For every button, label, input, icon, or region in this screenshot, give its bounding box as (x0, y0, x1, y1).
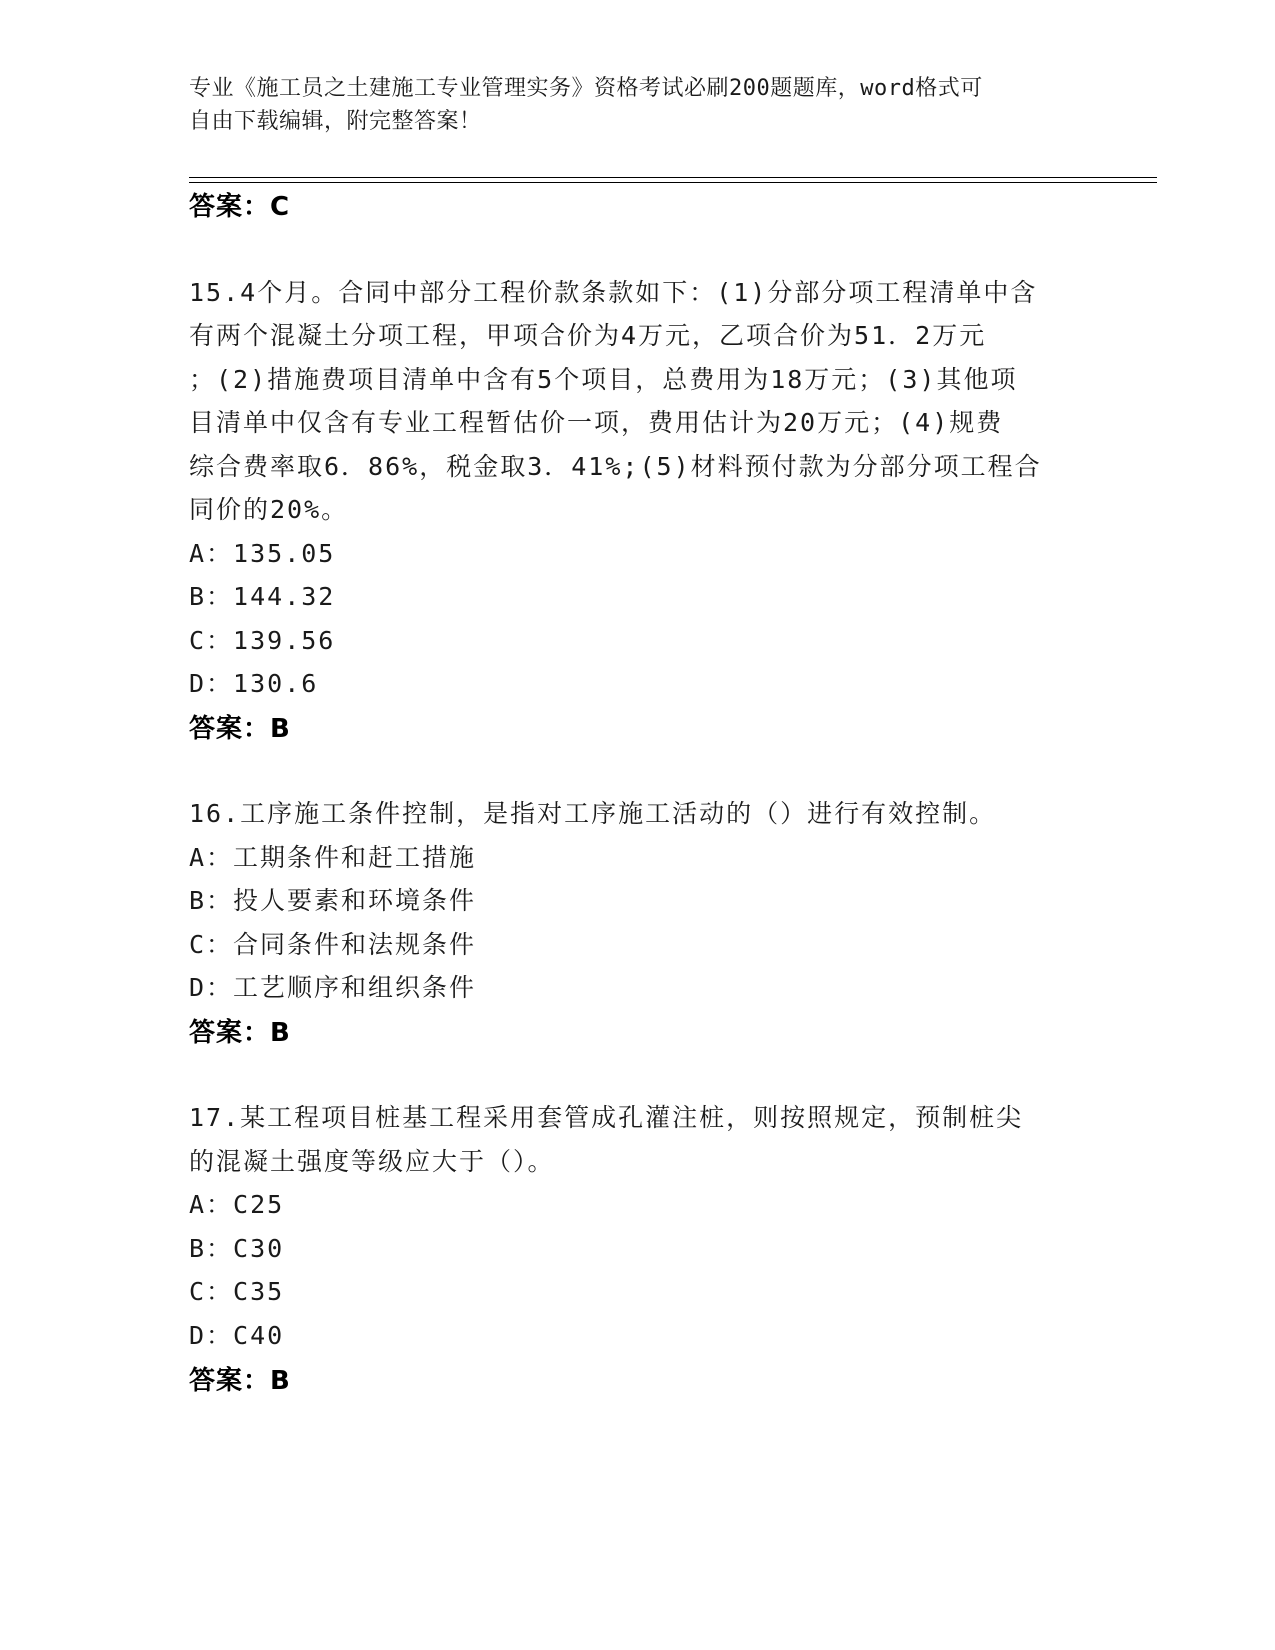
option-a: A：工期条件和赶工措施 (189, 843, 477, 872)
option-b: B：144.32 (189, 582, 336, 611)
header-divider-top (189, 177, 1157, 178)
question-stem-line: 15.4个月。合同中部分工程价款条款如下：(1)分部分项工程清单中含 (189, 278, 1038, 307)
option-a: A：C25 (189, 1190, 285, 1219)
previous-answer: 答案：C (189, 192, 291, 222)
document-header (189, 72, 1069, 138)
question-stem-line: 有两个混凝土分项工程，甲项合价为4万元，乙项合价为51．2万元 (189, 321, 987, 350)
option-b: B：C30 (189, 1234, 285, 1263)
question-stem-line: 综合费率取6．86%，税金取3．41%;(5)材料预付款为分部分项工程合 (189, 452, 1042, 481)
question-stem-line: 同价的20%。 (189, 495, 349, 524)
header-line-2: 自由下载编辑，附完整答案！ (189, 109, 482, 134)
answer: 答案：B (189, 1366, 291, 1396)
question-stem-line: ；(2)措施费项目清单中含有5个项目，总费用为18万元；(3)其他项 (189, 365, 1018, 394)
option-c: C：C35 (189, 1277, 285, 1306)
answer: 答案：B (189, 714, 291, 744)
answer: 答案：B (189, 1018, 291, 1048)
option-c: C：合同条件和法规条件 (189, 930, 477, 959)
header-line-1: 专业《施工员之土建施工专业管理实务》资格考试必刷200题题库，word格式可 (189, 76, 983, 101)
option-d: D：C40 (189, 1321, 285, 1350)
option-a: A：135.05 (189, 539, 336, 568)
option-d: D：工艺顺序和组织条件 (189, 973, 477, 1002)
header-divider-bottom (189, 182, 1157, 183)
question-stem-line: 16.工序施工条件控制，是指对工序施工活动的（）进行有效控制。 (189, 799, 997, 828)
question-stem-line: 17.某工程项目桩基工程采用套管成孔灌注桩，则按照规定，预制桩尖 (189, 1103, 1024, 1132)
question-stem-line: 的混凝土强度等级应大于（）。 (189, 1147, 555, 1176)
option-c: C：139.56 (189, 626, 336, 655)
option-d: D：130.6 (189, 669, 319, 698)
question-stem-line: 目清单中仅含有专业工程暂估价一项，费用估计为20万元；(4)规费 (189, 408, 1004, 437)
option-b: B：投人要素和环境条件 (189, 886, 477, 915)
